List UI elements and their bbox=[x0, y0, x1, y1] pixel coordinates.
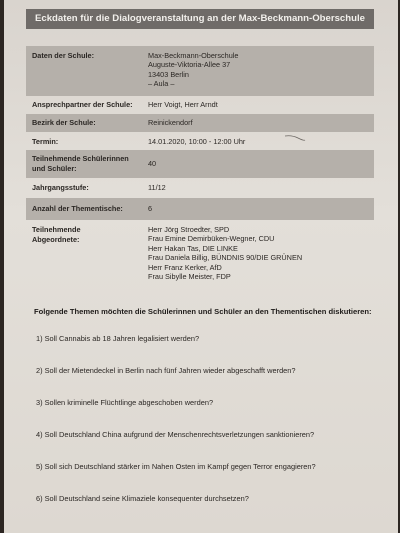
label-line: Ansprechpartner der Schule: bbox=[32, 100, 133, 109]
value-line: 13403 Berlin bbox=[148, 69, 189, 79]
value-line: Reinickendorf bbox=[148, 118, 193, 127]
row-value bbox=[148, 118, 193, 127]
value-line: Auguste-Viktoria-Allee 37 bbox=[148, 60, 231, 70]
value-line: Frau Sibylle Meister, FDP bbox=[148, 272, 231, 282]
topic-item: 2) Soll der Mietendeckel in Berlin nach fünf Jahren wieder abgeschafft werden? bbox=[36, 366, 296, 375]
table-row-grade bbox=[26, 178, 374, 198]
value-line: Herr Voigt, Herr Arndt bbox=[148, 100, 218, 109]
label-line: und Schüler: bbox=[32, 164, 77, 173]
row-value bbox=[148, 100, 218, 109]
row-label bbox=[32, 100, 133, 110]
row-label bbox=[32, 204, 123, 214]
row-label bbox=[32, 154, 129, 174]
label-line: Daten der Schule: bbox=[32, 51, 95, 60]
document-page bbox=[4, 0, 398, 533]
table-row-deputies bbox=[26, 220, 374, 290]
table-row-district bbox=[26, 114, 374, 132]
value-line: Frau Emine Demirbüken-Wegner, CDU bbox=[148, 234, 275, 244]
table-row-tables bbox=[26, 198, 374, 220]
row-label bbox=[32, 183, 89, 193]
table-row-date bbox=[26, 132, 374, 150]
row-value bbox=[148, 183, 166, 192]
row-value bbox=[148, 159, 156, 168]
row-label bbox=[32, 118, 96, 128]
row-value bbox=[148, 137, 245, 146]
label-line: Abgeordnete: bbox=[32, 235, 80, 244]
value-line: – Aula – bbox=[148, 79, 175, 89]
value-line: 11/12 bbox=[148, 183, 166, 192]
row-label bbox=[32, 137, 58, 147]
value-line: Frau Daniela Billig, BÜNDNIS 90/DIE GRÜNEN bbox=[148, 253, 303, 263]
label-line: Teilnehmende bbox=[32, 225, 81, 234]
value-line: 6 bbox=[148, 204, 153, 213]
topic-item: 6) Soll Deutschland seine Klimaziele konsequenter durchsetzen? bbox=[36, 494, 249, 503]
label-line: Anzahl der Thementische: bbox=[32, 204, 123, 213]
topics-intro: Folgende Themen möchten die Schülerinnen und Schüler an den Thementischen diskutieren: bbox=[34, 307, 372, 316]
topic-item: 1) Soll Cannabis ab 18 Jahren legalisiert werden? bbox=[36, 334, 200, 343]
value-line: Herr Hakan Tas, DIE LINKE bbox=[148, 243, 238, 253]
label-line: Teilnehmende Schülerinnen bbox=[32, 154, 129, 163]
table-row-students bbox=[26, 150, 374, 178]
row-value bbox=[148, 51, 238, 89]
row-label bbox=[32, 225, 81, 245]
row-label bbox=[32, 51, 94, 61]
topic-item: 3) Sollen kriminelle Flüchtlinge abgeschoben werden? bbox=[36, 398, 214, 407]
topic-item: 5) Soll sich Deutschland stärker im Nahen Osten im Kampf gegen Terror engagieren? bbox=[36, 462, 316, 471]
page-title: Eckdaten für die Dialogveranstaltung an der Max-Beckmann-Oberschule bbox=[26, 9, 374, 29]
table-row-school bbox=[26, 46, 374, 96]
row-value bbox=[148, 225, 302, 281]
topic-item: 4) Soll Deutschland China aufgrund der Menschenrechtsverletzungen sanktionieren? bbox=[36, 430, 315, 439]
value-line: 14.01.2020, 10:00 - 12:00 Uhr bbox=[148, 137, 246, 146]
label-line: Termin: bbox=[32, 137, 59, 146]
value-line: Herr Franz Kerker, AfD bbox=[148, 262, 222, 272]
value-line: Herr Jörg Stroedter, SPD bbox=[148, 225, 230, 234]
row-value bbox=[148, 204, 152, 213]
pen-mark bbox=[284, 134, 306, 142]
label-line: Bezirk der Schule: bbox=[32, 118, 96, 127]
value-line: Max-Beckmann-Oberschule bbox=[148, 51, 239, 60]
label-line: Jahrgangsstufe: bbox=[32, 183, 89, 192]
value-line: 40 bbox=[148, 159, 157, 168]
table-row-contact bbox=[26, 96, 374, 114]
